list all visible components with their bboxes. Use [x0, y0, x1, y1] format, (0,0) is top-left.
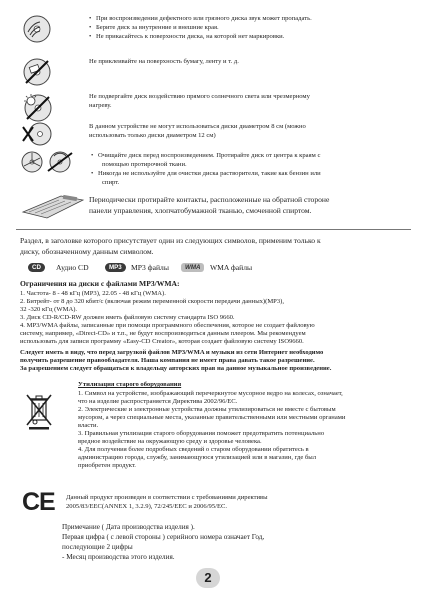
- clean-bullet-1a: • Очищайте диск перед воспроизведением. Протирайте диск от центра к краям с: [98, 152, 320, 160]
- page-number: 2: [196, 568, 220, 588]
- disc-no-tape-icon: [22, 57, 52, 87]
- disposal-line: 3. Правильная утилизация старого оборудования поможет предотвратить потенциально: [78, 430, 325, 437]
- restriction-item: 4. MP3/WMA файлы, записанные при помощи программного обеспечения, которое не создает файловую: [20, 322, 315, 329]
- disposal-line: мусором, а через специальные места, указанные правительственными или местными органами: [78, 414, 346, 421]
- restriction-item: использовать для записи программу «Easy-CD Creator», которая создает файловую систему ISO9660.: [20, 338, 304, 345]
- mp3-label: MP3 файлы: [131, 263, 169, 272]
- disposal-line: 2. Электрические и электронные устройства должны утилизироваться не вместе с бытовым: [78, 406, 336, 413]
- restriction-item: 1. Частота- 8 - 48 кГц (MP3), 22.05 - 48 кГц (WMA).: [20, 290, 166, 297]
- handling-bullet-2: • Берите диск за внутренние и внешние края.: [96, 24, 219, 32]
- disposal-line: 4. Для получения более подробных сведений о старом оборудовании обратитесь в: [78, 446, 309, 453]
- wma-label: WMA файлы: [210, 263, 253, 272]
- ce-mark-icon: CE: [22, 488, 55, 516]
- disc-fingerprint-icon: [22, 14, 52, 44]
- intro-line-1: Раздел, в заголовке которого присутствует один из следующих символов, применим только к: [20, 236, 321, 245]
- disposal-line: что на изделие распространяется Директива 2002/96/EC.: [78, 398, 238, 405]
- panel-contacts-icon: [21, 192, 85, 220]
- handling-bullet-3: • Не прикасайтесь к поверхности диска, на которой нет маркировки.: [96, 33, 284, 41]
- note-disc-size-1: В данном устройстве не могут использоваться диски диаметром 8 см (можно: [89, 123, 306, 130]
- disc-wipe-icon: [20, 150, 82, 174]
- contacts-line-2: панели управления, хлопчатобумажной тканью, смоченной спиртом.: [89, 206, 312, 215]
- production-note-line: последующие 2 цифры: [62, 543, 133, 551]
- disposal-heading: Утилизация старого оборудования: [78, 381, 182, 388]
- handling-bullet-1: • При воспроизведении дефектного или грязного диска звук может пропадать.: [96, 15, 312, 23]
- warning-line: получить разрешение правообладателя. Наша компания не имеет права давать такое разрешение.: [20, 357, 315, 364]
- warning-line: Следует иметь в виду, что перед загрузкой файлов MP3/WMA и музыки из сети Интернет необходимо: [20, 349, 324, 356]
- disc-8cm-prohibited-icon: [20, 121, 56, 147]
- warning-line: За разрешением следует обращаться к владельцу авторских прав на данное музыкальное произведение.: [20, 365, 332, 372]
- crossed-bin-icon: [24, 392, 54, 430]
- cd-label: Аудио CD: [56, 263, 89, 272]
- divider: [16, 229, 411, 230]
- restrictions-heading: Ограничения на диски с файлами MP3/WMA:: [20, 279, 180, 288]
- production-note-line: Примечание ( Дата производства изделия ).: [62, 523, 195, 531]
- contacts-line-1: Периодически протирайте контакты, расположенные на обратной стороне: [89, 195, 330, 204]
- wma-badge: WMA: [181, 263, 204, 272]
- disposal-line: приобретен продукт.: [78, 462, 136, 469]
- disc-no-sun-icon: [22, 92, 54, 124]
- note-no-sun-2: нагреву.: [89, 102, 112, 109]
- clean-bullet-1b: помощью протирочной ткани.: [102, 161, 187, 168]
- clean-bullet-2a: • Никогда не используйте для очистки диска растворители, такие как бензин или: [98, 170, 321, 178]
- note-no-tape: Не приклеивайте на поверхность бумагу, ленту и т. д.: [89, 58, 239, 65]
- ce-line-2: 2005/83/EEC(ANNEX 1, 3.2.9), 72/245/EEC и 2006/95/EC.: [66, 503, 228, 510]
- intro-line-2: диску, обозначенному данным символом.: [20, 247, 154, 256]
- note-disc-size-2: использовать только диски диаметром 12 см): [89, 132, 216, 139]
- restriction-item: систему, например, «Direct-CD» и т.п., не будут воспроизводиться данным плеером. Мы рекомендуем: [20, 330, 306, 337]
- production-note-line: - Месяц производства этого изделия.: [62, 553, 175, 561]
- note-no-sun-1: Не подвергайте диск воздействию прямого солнечного света или чрезмерному: [89, 93, 310, 100]
- mp3-badge: MP3: [105, 263, 126, 272]
- disposal-line: администрацию города, службу, занимающуюся утилизацией или в магазин, где был: [78, 454, 317, 461]
- clean-bullet-2b: спирт.: [102, 179, 120, 186]
- cd-badge: CD: [28, 263, 45, 272]
- disposal-line: власти.: [78, 422, 99, 429]
- disposal-line: вредное воздействие на окружающую среду и здоровье человека.: [78, 438, 262, 445]
- restriction-item: 32 -320 кГц (WMA).: [20, 306, 78, 313]
- production-note-line: Первая цифра ( с левой стороны ) серийного номера означает Год,: [62, 533, 265, 541]
- restriction-item: 3. Диск CD-R/CD-RW должен иметь файловую систему стандарта ISO 9660.: [20, 314, 235, 321]
- restriction-item: 2. Битрейт- от 8 до 320 кбит/с (включая режим переменной скорости передачи данных)(MP3),: [20, 298, 284, 305]
- disposal-line: 1. Символ на устройстве, изображающий перечеркнутое мусорное ведро на колесах, означает,: [78, 390, 343, 397]
- ce-line-1: Данный продукт произведен в соответствии с требованиями директивы: [66, 494, 268, 501]
